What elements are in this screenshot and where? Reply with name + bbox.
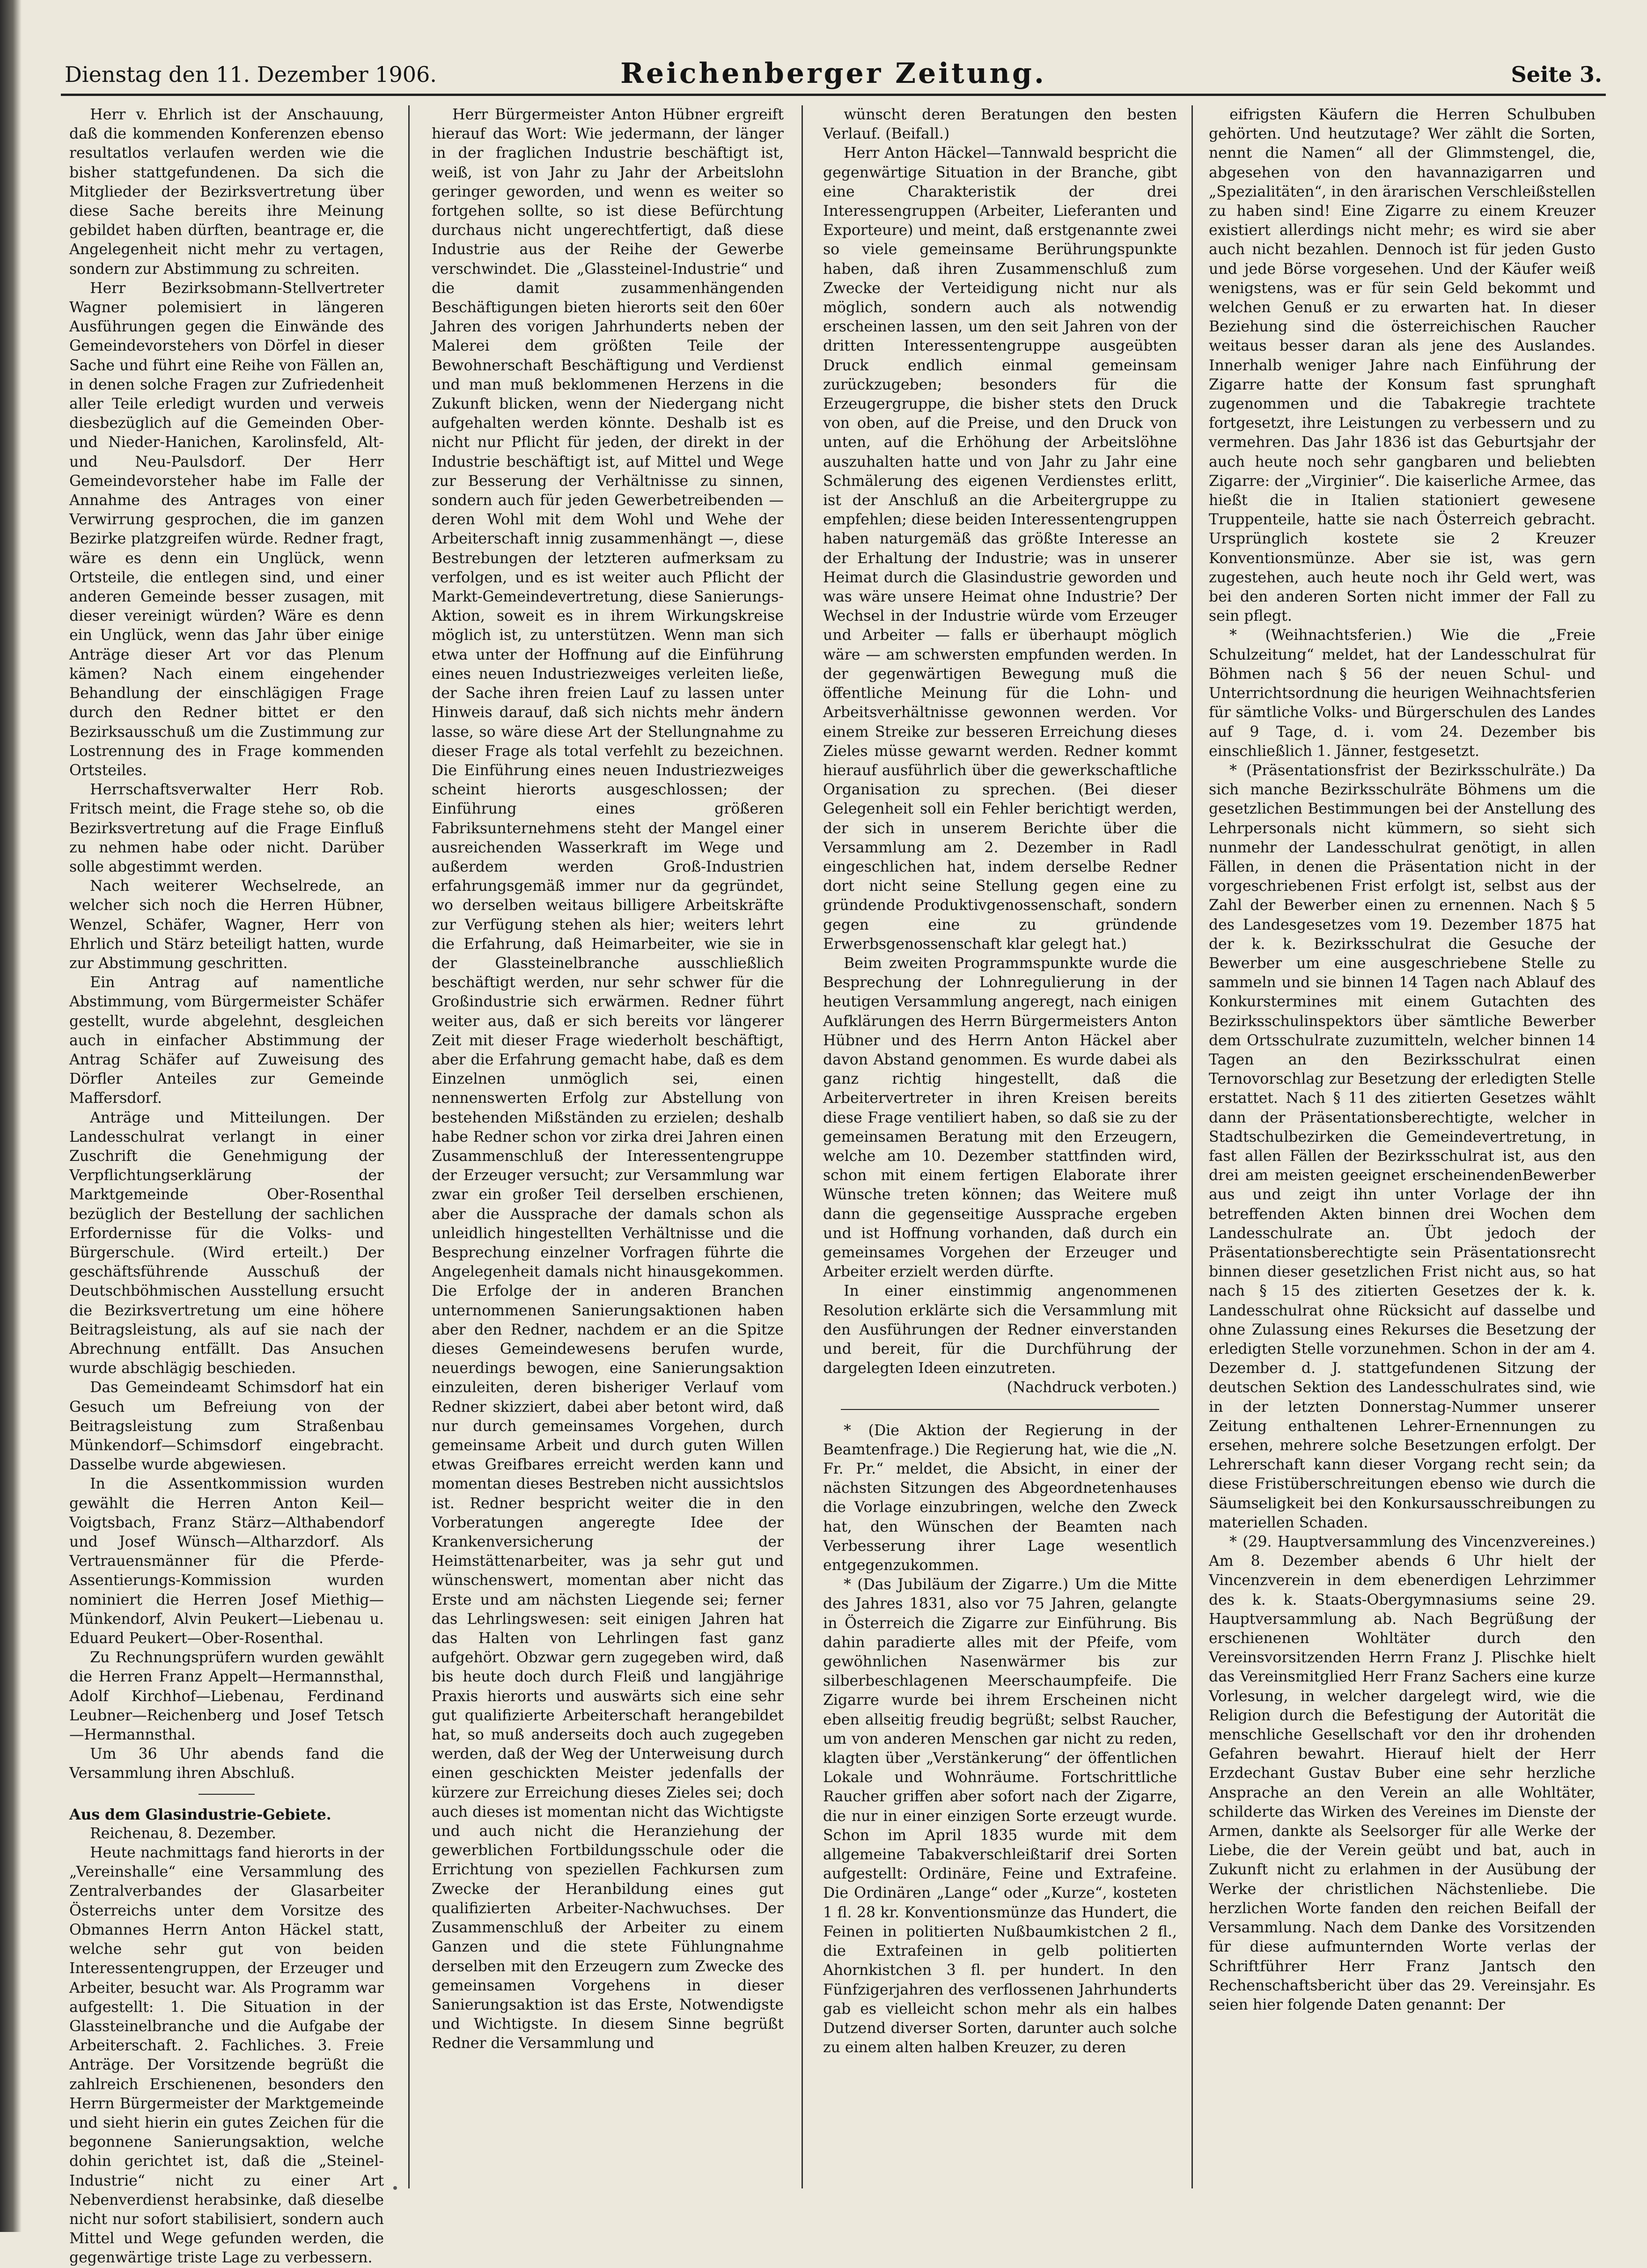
scan-binding-edge [0,0,22,2232]
news-item: * (Präsentationsfrist der Bezirksschulräte.) Da sich manche Bezirksschulräte Böhmens um die gesetzlichen Bestimmungen bei der Anstellung des Lehrpersonals nicht kümmern, so sieht sich nunmehr der Landesschulrat genötigt, in allen Fällen, in denen die Präsentation nicht in der vorgeschriebenen Frist erfolgt ist, selbst aus der Zahl der Bewerber einen zu ernennen. Nach § 5 des Landesgesetzes vom 19. Dezember 1875 hat der k. k. Bezirksschulrat die Gesuche der Bewerber um eine ausgeschriebene Stelle zu sammeln und sie binnen 14 Tagen nach Ablauf des Konkurstermines mit einem Gutachten des Bezirksschulinspektors über sämtliche Bewerber dem Ortsschulrate zuzumitteln, welcher binnen 14 Tagen an den Bezirksschulrat einen Ternovorschlag zur Besetzung der erledigten Stelle erstattet. Nach § 11 des zitierten Gesetzes wählt dann der Präsentationsberechtigte, welcher in Stadtschulbezirken die Gemeindevertretung, in fast allen Fällen der Bezirksschulrat ist, aus den drei am meisten geeignet erscheinendenBewerber aus und zeigt ihn unter Vorlage der ihn betreffenden Akten binnen drei Wochen dem Landesschulrate an. Übt jedoch der Präsentationsberechtigte sein Präsentationsrecht binnen dieser gesetzlichen Frist nicht aus, so hat nach § 15 des zitierten Gesetzes der k. k. Landesschulrat ohne Rücksicht auf dasselbe und ohne Zulassung eines Rekurses die Besetzung der erledigten Stelle vorzunehmen. Schon in der am 4. Dezember d. J. stattgefundenen Sitzung der deutschen Sektion des Landesschulrates sind, wie in der letzten Donnerstag-Nummer unserer Zeitung enthaltenen Lehrer-Ernennungen zu ersehen, mehrere solche Besetzungen erfolgt. Der Lehrerschaft kann dieser Vorgang recht sein; da diese Fristüberschreitungen ebenso wie durch die Säumseligkeit bei den Konkursausschreibungen zu materiellen Schaden. [1209,762,1596,1531]
paragraph: Herrschaftsverwalter Herr Rob. Fritsch meint, die Frage stehe so, ob die Bezirksvertretung auf die Frage Einfluß zu nehmen habe oder nicht. Darüber solle abgestimmt werden. [69,781,384,875]
paragraph: Das Gemeindeamt Schimsdorf hat ein Gesuch um Befreiung von der Beitragsleistung zum Straßenbau Münkendorf—Schimsdorf eingebracht. Dasselbe wurde abgewiesen. [69,1379,384,1474]
paragraph: eifrigsten Käufern die Herren Schulbuben gehörten. Und heutzutage? Wer zählt die Sorten, nennt die Namen“ all der Glimmstengel, die, abgesehen von den havannazigarren und „Spezialitäten“, in den ärarischen Verschleißstellen zu haben sind! Eine Zigarre zu einem Kreuzer existiert allerdings nicht mehr; es wird sie aber auch nicht bezahlen. Dennoch ist für jeden Gusto und jede Börse vorgesehen. Und der Käufer weiß wenigstens, was er für sein Geld bekommt und welchen Genuß er zu erwarten hat. In dieser Beziehung sind die österreichischen Raucher weitaus besser daran als jene des Auslandes. Innerhalb weniger Jahre nach Einführung der Zigarre hatte der Konsum fast sprunghaft zugenommen und die Tabakregie trachtete fortgesetzt, ihre Leistungen zu verbessern und zu vermehren. Das Jahr 1836 ist das Geburtsjahr der auch heute noch sehr gangbaren und beliebten Zigarre: der „Virginier“. Die kaiserliche Armee, das hießt die in Italien stationiert gewesene Truppenteile, hatte sie nach Österreich gebracht. Ursprünglich kostete sie 2 Kreuzer Konventionsmünze. Aber sie ist, was gern zugestehen, auch heute noch ihr Geld wert, was bei den anderen Sorten nicht immer der Fall zu sein pflegt. [1209,106,1596,625]
paragraph: Ein Antrag auf namentliche Abstimmung, vom Bürgermeister Schäfer gestellt, wurde abgelehnt, desgleichen auch in einfacher Abstimmung der Antrag Schäfer auf Zuweisung des Dörfler Anteiles zur Gemeinde Maffersdorf. [69,974,384,1107]
paragraph: Um 36 Uhr abends fand die Versammlung ihren Abschluß. [69,1746,384,1782]
paragraph: Anträge und Mitteilungen. Der Landesschulrat verlangt in einer Zuschrift die Genehmigung der Verpflichtungserklärung der Marktgemeinde Ober-Rosenthal bezüglich der Bestellung der sachlichen Erfordernisse für die Volks- und Bürgerschule. (Wird erteilt.) Der geschäftsführende Ausschuß der Deutschböhmischen Ausstellung ersucht die Bezirksvertretung um eine höhere Beitragsleistung, als auf sie nach der Abrechnung entfällt. Das Ansuchen wurde abschlägig beschieden. [69,1109,384,1377]
section-heading: Aus dem Glasindustrie-Gebiete. [69,1806,331,1823]
paragraph: Zu Rechnungsprüfern wurden gewählt die Herren Franz Appelt—Hermannsthal, Adolf Kirchhof—Liebenau, Ferdinand Leubner—Reichenberg und Josef Tetsch—Hermannsthal. [69,1649,384,1744]
column-rule [1191,105,1193,2188]
news-item: * (29. Hauptversammlung des Vincenzvereines.) Am 8. Dezember abends 6 Uhr hielt der Vincenzverein in dem ebenerdigen Lehrzimmer des k. k. Staats-Obergymnasiums seine 29. Hauptversammlung ab. Nach Begrüßung der erschienenen Wohltäter durch den Vereinsvorsitzenden Herrn Franz J. Plischke hielt das Vereinsmitglied Herr Franz Sachers eine kurze Vorlesung, in welcher dargelegt wird, wie die Religion durch die Befestigung der Autorität die menschliche Gesellschaft vor den ihr drohenden Gefahren bewahrt. Hierauf hielt der Herr Erzdechant Gustav Buber eine sehr herzliche Ansprache an den Verein an alle Wohltäter, schilderte das Wirken des Vereines im Dienste der Armen, dankte als Seelsorger für alle Werke der Liebe, die der Verein geübt und bat, auch in Zukunft nicht zu erlahmen in der Ausübung der Werke der christlichen Nächstenliebe. Die herzlichen Worte fanden den reichen Beifall der Versammlung. Nach dem Danke des Vorsitzenden für diese aufmunternden Worte verlas der Schriftführer Herr Franz Jantsch den Rechenschaftsbericht über das 29. Vereinsjahr. Es seien hier folgende Daten genannt: Der [1209,1534,1596,2013]
paragraph: Herr Bürgermeister Anton Hübner ergreift hierauf das Wort: Wie jedermann, der länger in der fraglichen Industrie beschäftigt ist, weiß, ist von Jahr zu Jahr der Arbeitslohn geringer geworden, und wenn es weiter so fortgehen sollte, so ist diese Befürchtung durchaus nicht ungerechtfertigt, daß diese Industrie aus der Reihe der Gewerbe verschwindet. Die „Glassteinel-Industrie“ und die damit zusammenhängenden Beschäftigungen bieten hierorts seit den 60er Jahren des vorigen Jahrhunderts neben der Malerei dem größten Teile der Bewohnerschaft Beschäftigung und Verdienst und man muß beklommenen Herzens in die Zukunft blicken, wenn der Niedergang nicht aufgehalten werden könnte. Deshalb ist es nicht nur Pflicht für jeden, der direkt in der Industrie beschäftigt ist, auf Mittel und Wege zur Besserung der Verhältnisse zu sinnen, sondern auch für jeden Gewerbetreibenden — deren Wohl mit dem Wohl und Wehe der Arbeiterschaft innig zusammenhängt —, diese Bestrebungen der letzteren aufmerksam zu verfolgen, und es ist weiter auch Pflicht der Markt-Gemeindevertretung, diese Sanierungs-Aktion, soweit es in ihrem Wirkungskreise möglich ist, zu unterstützen. Wenn man sich etwa unter der Hoffnung auf die Einführung eines neuen Industriezweiges verleiten ließe, der Sache ihren freien Lauf zu lassen unter Hinweis darauf, daß sich nichts mehr ändern lasse, so wäre diese Art der Stellungnahme zu dieser Frage als total verfehlt zu bezeichnen. Die Einführung eines neuen Industriezweiges scheint hierorts ausgeschlossen; der Einführung eines größeren Fabriksunternehmens steht der Mangel einer ausreichenden Wasserkraft im Wege und außerdem werden Groß-Industrien erfahrungsgemäß immer nur da gegründet, wo derselben weitaus billigere Arbeitskräfte zur Verfügung stehen als hier; weiters lehrt die Erfahrung, daß Heimarbeiter, wie sie in der Glassteinelbranche ausschließlich beschäftigt werden, nur sehr schwer für die Großindustrie sich erwärmen. Redner führt weiter aus, daß er sich bereits vor längerer Zeit mit dieser Frage wiederholt beschäftigt, aber die Erfahrung gemacht habe, daß es dem Einzelnen unmöglich sei, einen nennenswerten Erfolg zur Abstellung von bestehenden Mißständen zu erzielen; deshalb habe Redner schon vor zirka drei Jahren einen Zusammenschluß der Interessentengruppe der Erzeuger versucht; zur Versammlung war zwar ein großer Teil derselben erschienen, aber die Aussprache der damals schon als unleidlich hingestellten Verhältnisse und die Besprechung einzelner Vorfragen führte die Angelegenheit damals nicht hinausgekommen. Die Erfolge der in anderen Branchen unternommenen Sanierungsaktionen haben aber den Redner, nachdem er an die Spitze dieses Gemeindewesens berufen wurde, neuerdings bewogen, eine Sanierungsaktion einzuleiten, deren bisheriger Verlauf vom Redner skizziert, dabei aber betont wird, daß nur durch gemeinsames Vorgehen, durch gemeinsame Arbeit und durch guten Willen etwas Greifbares erreicht werden kann und momentan dieses Bestreben nicht aussichtslos ist. Redner bespricht weiter die in den Vorberatungen angeregte Idee der Krankenversicherung der Heimstättenarbeiter, was ja sehr gut und wünschenswert, momentan aber nicht das Erste und am nächsten Liegende sei; ferner das Lehrlingswesen: seit einigen Jahren hat das Halten von Lehrlingen fast ganz aufgehört. Obzwar gern zugegeben wird, daß bis heute doch durch Fleiß und langjährige Praxis hierorts und auswärts sich eine sehr gut qualifizierte Arbeiterschaft herangebildet hat, so muß anderseits doch auch zugegeben werden, daß der Weg der Unterweisung durch einen geschickten Meister jedenfalls der kürzere zur Erreichung dieses Zieles sei; doch auch dieses ist momentan nicht das Wichtigste und auch nicht die Heranziehung der gewerblichen Fortbildungsschule oder die Errichtung von speziellen Fachkursen zum Zwecke der Heranbildung eines gut qualifizierten Arbeiter-Nachwuchses. Der Zusammenschluß der Arbeiter zu einem Ganzen und die stete Fühlungnahme derselben mit den Erzeugern zum Zwecke des gemeinsamen Vorgehens in dieser Sanierungsaktion ist das Erste, Notwendigste und Wichtigste. In diesem Sinne begrüßt Redner die Versammlung und [432,106,784,2052]
page-header [61,56,1606,96]
section-divider [199,1794,255,1795]
paragraph: Herr v. Ehrlich ist der Anschauung, daß die kommenden Konferenzen ebenso resultatlos verlaufen werden wie die bisher stattgefundenen. Da sich die Mitglieder der Bezirksvertretung über diese Sache bereits ihre Meinung gebildet haben dürften, beantrage er, die Angelegenheit nicht mehr zu vertagen, sondern zur Abstimmung zu schreiten. [69,106,384,278]
header-date: Dienstag den 11. Dezember 1906. [65,62,437,87]
column-4 [1209,105,1596,2193]
paragraph: In einer einstimmig angenommenen Resolution erklärte sich die Versammlung mit den Ausführungen der Redner einverstanden und bereit, für die Durchführung der dargelegten Ideen einzutreten. [823,1283,1177,1377]
paragraph: Herr Anton Häckel—Tannwald bespricht die gegenwärtige Situation in der Branche, gibt eine Charakteristik der drei Interessengruppen (Arbeiter, Lieferanten und Exporteure) und meint, daß erstgenannte zwei so viele gemeinsame Berührungspunkte haben, daß ihren Zusammenschluß zum Zwecke der Verteidigung nicht nur als möglich, sondern auch als notwendig erscheinen lassen, um den seit Jahren von der dritten Interessentengruppe ausgeübten Druck endlich einmal gemeinsam zurückzugeben; besonders für die Erzeugergruppe, die bisher stets den Druck von oben, auf die Preise, und den Druck von unten, auf die Erhöhung der Arbeitslöhne auszuhalten hatte und von Jahr zu Jahr eine Schmälerung des eigenen Verdienstes erlitt, ist der Anschluß an die Arbeitergruppe zu empfehlen; diese beiden Interessentengruppen haben naturgemäß das größte Interesse an der Erhaltung der Industrie; was in unserer Heimat durch die Glasindustrie geworden und was wäre unsere Heimat ohne Industrie? Der Wechsel in der Industrie würde vom Erzeuger und Arbeiter — falls er überhaupt möglich wäre — am schwersten empfunden werden. In der gegenwärtigen Bewegung muß die öffentliche Meinung für die Lohn- und Arbeitsverhältnisse gewonnen werden. Vor einem Streike zur besseren Erreichung dieses Zieles müsse gewarnt werden. Redner kommt hierauf ausführlich über die gewerkschaftliche Organisation zu sprechen. (Bei dieser Gelegenheit soll ein Fehler berichtigt werden, der sich in unserem Berichte über die Versammlung am 2. Dezember in Radl eingeschlichen hat, indem derselbe Redner dort nicht seine Stellung gegen eine zu gründende Produktivgenossenschaft, sondern gegen eine zu gründende Erwerbsgenossenschaft klar gelegt hat.) [823,145,1177,953]
newspaper-masthead: Reichenberger Zeitung. [620,57,1046,90]
paragraph: Heute nachmittags fand hierorts in der „Vereinshalle“ eine Versammlung des Zentralverbandes der Glasarbeiter Österreichs unter dem Vorsitze des Obmannes Herrn Anton Häckel statt, welche sehr gut von beiden Interessentengruppen, der Erzeuger und Arbeiter, besucht war. Als Programm war aufgestellt: 1. Die Situation in der Glassteinelbranche und die Aufgabe der Arbeiterschaft. 2. Fachliches. 3. Freie Anträge. Der Vorsitzende begrüßt die zahlreich Erschienenen, besonders den Herrn Bürgermeister der Marktgemeinde und sieht hierin ein gutes Zeichen für die begonnene Sanierungsaktion, welche dohin gerichtet ist, daß die „Steinel-Industrie“ nicht zu einer Art Nebenverdienst herabsinke, daß dieselbe nicht nur sofort stabilisiert, sondern auch Mittel und Wege gefunden werden, die gegenwärtige triste Lage zu verbessern. [69,1844,384,2267]
paragraph: In die Assentkommission wurden gewählt die Herren Anton Keil—Voigtsbach, Franz Stärz—Althabendorf und Josef Wünsch—Altharzdorf. Als Vertrauensmänner für die Pferde-Assentierungs-Kommission wurden nominiert die Herren Josef Miethig—Münkendorf, Alvin Peukert—Liebenau u. Eduard Peukert—Ober-Rosenthal. [69,1475,384,1647]
paragraph: Herr Bezirksobmann-Stellvertreter Wagner polemisiert in längeren Ausführungen gegen die Einwände des Gemeindevorstehers von Dörfel in dieser Sache und führt eine Reihe von Fällen an, in denen solche Fragen zur Zufriedenheit aller Teile erledigt wurden und verweis diesbezüglich auf die Gemeinden Ober- und Nieder-Hanichen, Karolinsfeld, Alt- und Neu-Paulsdorf. Der Herr Gemeindevorsteher habe im Falle der Annahme des Antrages von einer Verwirrung gesprochen, die im ganzen Bezirke platzgreifen würde. Redner fragt, wäre es denn ein Unglück, wenn Ortsteile, die entlegen sind, und einer anderen Gemeinde besser zusagen, mit dieser vereinigt würden? Wäre es denn ein Unglück, wenn das Jahr über einige Anträge dieser Art vor das Plenum kämen? Nach einem eingehender Behandlung der einschlägigen Frage durch den Redner bittet er den Bezirksausschuß um die Zustimmung zur Lostrennung des in Frage kommenden Ortsteiles. [69,279,384,779]
column-3 [823,105,1177,2193]
section-divider [841,1409,1159,1410]
scan-speck [393,2186,397,2190]
dateline: Reichenau, 8. Dezember. [90,1825,276,1842]
paragraph: Beim zweiten Programmspunkte wurde die Besprechung der Lohnregulierung in der heutigen Versammlung angeregt, nach einigen Aufklärungen des Herrn Bürgermeisters Anton Hübner und des Herrn Anton Häckel aber davon Abstand genommen. Es wurde dabei als ganz richtig hingestellt, daß die Arbeitervertreter in ihren Kreisen bereits diese Frage ventiliert haben, so daß sie zu der gemeinsamen Beratung mit den Erzeugern, welche am 10. Dezember stattfinden wird, schon mit einem fertigen Elaborate ihrer Wünsche treten können; das Weitere muß dann die gegenseitige Aussprache ergeben und ist Hoffnung vorhanden, daß durch ein gemeinsames Vorgehen der Erzeuger und Arbeiter erzielt werden dürfte. [823,954,1177,1281]
paragraph: Nach weiterer Wechselrede, an welcher sich noch die Herren Hübner, Wenzel, Schäfer, Wagner, Herr von Ehrlich und Stärz beteiligt hatten, wurde zur Abstimmung geschritten. [69,878,384,972]
column-1 [69,105,384,2267]
column-rule [801,105,803,2188]
news-item: * (Die Aktion der Regierung in der Beamtenfrage.) Die Regierung hat, wie die „N. Fr. Pr.“ meldet, die Absicht, in einer der nächsten Sitzungen des Abgeordnetenhauses die Vorlage einzubringen, welche den Zweck hat, den Wünschen der Beamten nach Verbesserung ihrer Lage wesentlich entgegenzukommen. [823,1422,1177,1574]
paragraph: wünscht deren Beratungen den besten Verlauf. (Beifall.) [823,106,1177,143]
page-number: Seite 3. [1511,62,1602,87]
column-rule [408,105,410,2188]
column-2 [432,105,784,2193]
news-item: * (Das Jubiläum der Zigarre.) Um die Mitte des Jahres 1831, also vor 75 Jahren, gelangte in Österreich die Zigarre zur Einführung. Bis dahin paradierte alles mit der Pfeife, vom gewöhnlichen Nasenwärmer bis zur silberbeschlagenen Meerschaumpfeife. Die Zigarre wurde bei ihrem Erscheinen nicht eben allseitig freudig begrüßt; selbst Raucher, um von anderen Menschen gar nicht zu reden, klagten über „Verstänkerung“ der öffentlichen Lokale und Wohnräume. Fortschrittliche Raucher griffen aber sofort nach der Zigarre, die nur in einer einzigen Sorte erzeugt wurde. Schon im April 1835 wurde mit dem allgemeine Tabakverschleißtarif drei Sorten aufgestellt: Ordinäre, Feine und Extrafeine. Die Ordinären „Lange“ oder „Kurze“, kosteten 1 fl. 28 kr. Konventionsmünze das Hundert, die Feinen in politierten Nußbaumkistchen 2 fl., die Extrafeinen in gelb politierten Ahornkistchen 3 fl. per hundert. In den Fünfzigerjahren des verflossenen Jahrhunderts gab es vielleicht schon mehr als ein halbes Dutzend diverser Sorten, darunter auch solche zu einem alten halben Kreuzer, zu deren [823,1576,1177,2056]
news-item: * (Weihnachtsferien.) Wie die „Freie Schulzeitung“ meldet, hat der Landesschulrat für Böhmen nach § 56 der neuen Schul- und Unterrichtsordnung die heurigen Weihnachtsferien für sämtliche Volks- und Bürgerschulen des Landes auf 9 Tage, d. i. vom 24. Dezember bis einschließlich 1. Jänner, festgesetzt. [1209,627,1596,760]
reprint-notice: (Nachdruck verboten.) [1007,1379,1177,1396]
